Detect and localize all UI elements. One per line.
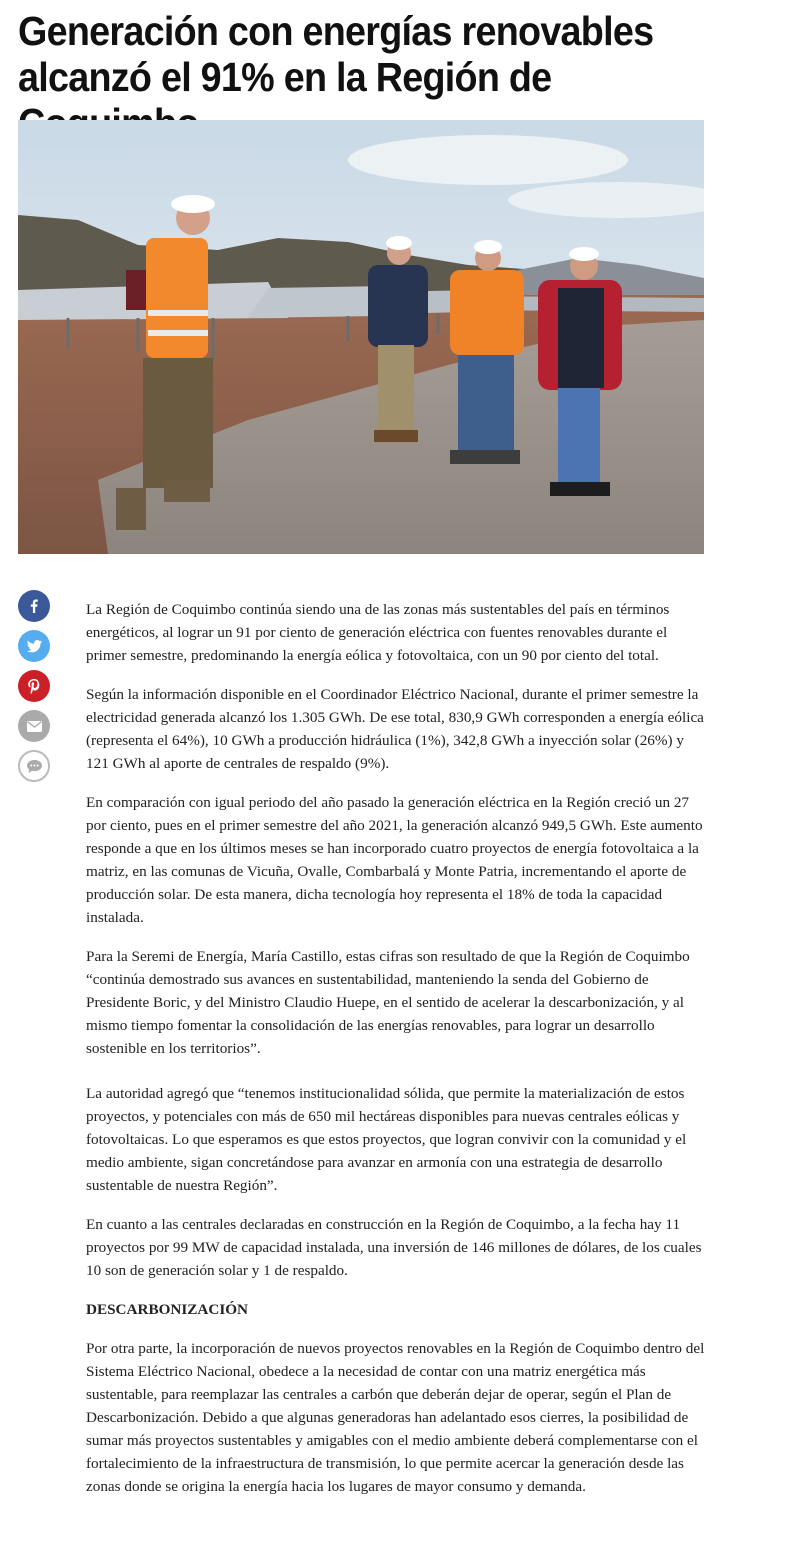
comment-button[interactable] — [18, 750, 50, 782]
twitter-share-button[interactable] — [18, 630, 50, 662]
email-share-button[interactable] — [18, 710, 50, 742]
article-headline: Generación con energías renovables alcanzó el 91% en la Región de — [18, 8, 654, 100]
twitter-icon — [27, 640, 42, 653]
paragraph: La Región de Coquimbo continúa siendo una de las zonas más sustentables del país en términos energéticos, al lograr un 91 por ciento de generación eléctrica con fuentes renovables durante el primer semestre, predominando la energía eólica y fotovoltaica, con un 90 por ciento del total. — [86, 601, 670, 664]
comment-icon — [27, 760, 42, 773]
email-icon — [27, 721, 42, 732]
paragraph: En comparación con igual periodo del año pasado la generación eléctrica en la Región creció un 27 por ciento, pues en el primer semestre del año 2021, la generación alcanzó 949,5 GWh. Este aumento responde a que en los últimos meses se han incorporado cuatro proyectos de energía fotovoltaica a la matriz, en las comunas de Vicuña, Ovalle, Combarbalá y Monte Patria, incrementando el aporte de producción solar. De esta manera, dicha tecnología hoy representa el 18% de toda la capacidad instalada. — [86, 794, 703, 926]
paragraph: Para la Seremi de Energía, María Castillo, estas cifras son resultado de que la Región de Coquimbo “continúa demostrado sus avances en sustentabilidad, manteniendo la senda del Gobierno de Presidente Boric, y del Ministro Claudio Huepe, en el sentido de acelerar la descarbonización, y al mismo tiempo fomentar la consolidación de las energías renovables, para lograr un desarrollo sostenible en los territorios”. — [86, 948, 690, 1057]
pinterest-share-button[interactable] — [18, 670, 50, 702]
facebook-icon — [27, 599, 41, 613]
article-photo — [18, 120, 704, 554]
paragraph: En cuanto a las centrales declaradas en construcción en la Región de Coquimbo, a la fecha hay 11 proyectos por 99 MW de capacidad instalada, una inversión de 146 millones de dólares, de los cuales 10 son de generación solar y 1 de respaldo. — [86, 1216, 702, 1279]
pinterest-icon — [28, 679, 40, 694]
facebook-share-button[interactable] — [18, 590, 50, 622]
paragraph: Por otra parte, la incorporación de nuevos proyectos renovables en la Región de Coquimbo dentro del Sistema Eléctrico Nacional, obedece a la necesidad de contar con una matriz energética más sustentable, para reemplazar las centrales a carbón que deberán dejar de operar, según el Plan de Descarbonización. Debido a que algunas generadoras han adelantado esos cierres, la posibilidad de sumar más proyectos sustentables y amigables con el medio ambiente deberá complementarse con el fortalecimiento de la infraestructura de transmisión, lo que permite acercar la generación desde las zonas donde se origina la energía hacia los lugares de mayor consumo y demanda. — [86, 1340, 705, 1495]
section-heading: DESCARBONIZACIÓN — [86, 1301, 249, 1318]
paragraph: Según la información disponible en el Coordinador Eléctrico Nacional, durante el primer semestre la electricidad generada alcanzó los 1.305 GWh. De ese total, 830,9 GWh corresponden a energía eólica (representa el 64%), 10 GWh a producción hidráulica (1%), 342,8 GWh a inyección solar (26%) y 121 GWh al aporte de centrales de respaldo (9%). — [86, 686, 704, 772]
article-body — [86, 598, 708, 1514]
paragraph: La autoridad agregó que “tenemos institucionalidad sólida, que permite la materialización de estos proyectos, y potenciales con más de 650 mil hectáreas disponibles para nuevas centrales eólicas y fotovoltaicas. Lo que esperamos es que estos proyectos, que logran convivir con la comunidad y el medio ambiente, sigan concretándose para avanzar en armonía con una estrategia de desarrollo sustentable de nuestra Región”. — [86, 1085, 687, 1194]
share-bar — [18, 590, 54, 790]
